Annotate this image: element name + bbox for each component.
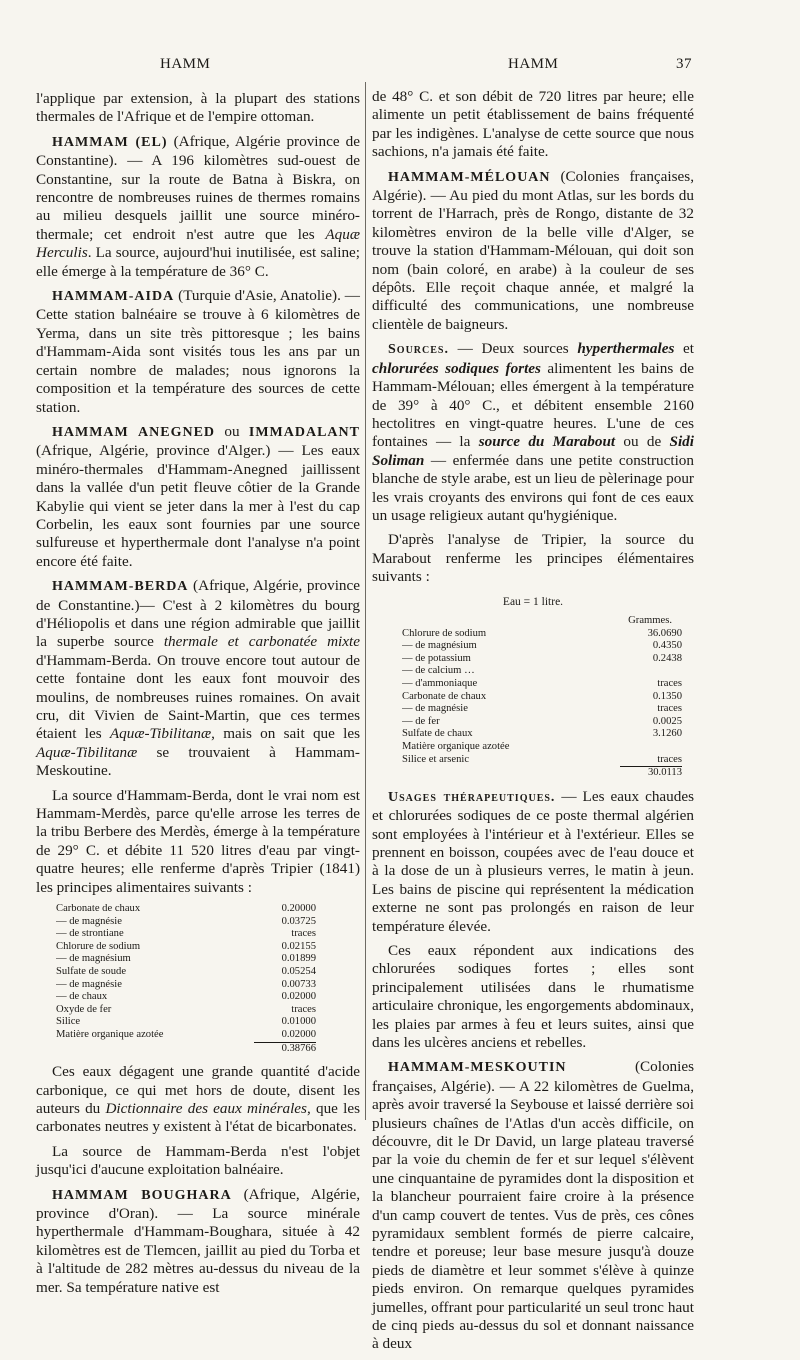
compound-name: — de fer [402,715,440,727]
entry-text: , que les carbonates neutres y existent à l'état de bicarbonates. [36,1100,360,1136]
compound-value: 0.02000 [281,1029,316,1040]
column-divider [365,82,366,1120]
compound-name: Sulfate de chaux [402,728,473,740]
table-row [56,953,316,966]
analysis-table-marabout [402,615,682,780]
italic-term: source du Marabout [478,433,616,451]
compound-value: traces [657,677,682,689]
table-row [402,741,682,754]
compound-name: — de chaux [56,991,108,1003]
compound-name: Carbonate de chaux [402,690,487,702]
entry-continuation: de 48° C. et son débit de 720 litres par heure; elle alimente un petit établissement de bains fréquenté par les indigènes. L'analyse de cette source que nous sachions, n'a jamais été faite. [372,88,694,161]
compound-value: 0.4350 [652,640,682,652]
left-column [36,90,360,1303]
compound-name: Matière organique azotée [402,740,510,752]
running-head-right: HAMM [508,56,559,72]
table-row [56,916,316,929]
italic-term: hyperthermales [577,340,675,358]
table-row [402,691,682,704]
entry-text: (Afrique, Algérie province de Constantine). — A 196 kilomètres sud-ouest de Constantine, sur la route de Batna à Biskra, on rencontre de nombreuses ruines de thermes romains au milieu desquels jaillit une source minéro-thermale; cet endroit n'est autre que les [36,132,360,243]
compound-value: 0.03725 [281,915,316,927]
italic-term: Sidi Soliman [372,433,694,469]
entry-text: (Afrique, Algérie, province de Constantine.)— C'est à 2 kilomètres du bourg d'Héliopolis et dans une région admirable que jaillit la superbe source [36,577,360,651]
table-row [56,991,316,1004]
entry-text: ou de [615,433,670,451]
compound-value: 0.1350 [652,690,682,702]
table-row [402,628,682,641]
compound-value [620,741,682,754]
headword: HAMMAM-BERDA [52,579,189,595]
paragraph: La source d'Hammam-Berda, dont le vrai nom est Hammam-Merdès, parce qu'elle arrose les terres de la tribu Berbere des Merdès, émerge à la température de 29° C. et débite 11 520 litres d'eau par vingt-quatre heures; elle renferme d'après Tripier (1841) les principes alimentaires suivants : [36,786,360,896]
entry-text: (Afrique, Algérie, province d'Alger.) — Les eaux minéro-thermales d'Hammam-Anegned jaillissent dans la vallée d'un petit fleuve côtier de la Grande Kabylie qui vient se jeter dans la mer à l'est du cap Corbelin, les eaux sont fournies par une source sulfureuse et hyperthermale dont l'analyse n'a point encore été faite. [36,442,360,570]
compound-name: Silice [56,1016,81,1028]
compound-value: 3.1260 [652,728,682,740]
italic-term: thermale et carbonatée mixte [163,633,360,651]
table-total-row [402,766,682,780]
entry-text: se trouvaient à Hammam-Meskoutine. [36,743,360,780]
entry-continuation: l'applique par extension, à la plupart des stations thermales de l'Afrique et de l'empire ottoman. [36,90,360,126]
compound-value: 0.05254 [281,966,316,978]
running-head-left: HAMM [160,56,211,72]
entry-hammam-el [36,133,360,281]
compound-value: 0.2438 [652,652,682,664]
compound-name: — de strontiane [56,928,124,940]
table-row [56,941,316,954]
entry-text: — Deux sources [448,340,578,358]
compound-name: — de calcium … [402,665,475,677]
compound-name: — de magnésie [56,915,122,927]
compound-value: 36.0690 [647,627,682,639]
table-row [402,754,682,767]
compound-name: Sulfate de soude [56,966,127,978]
table-caption: Eau = 1 litre. [502,595,564,608]
compound-value: 0.01000 [281,1016,316,1028]
paragraph: D'après l'analyse de Tripier, la source du Marabout renferme les principes élémentaires suivants : [372,531,694,586]
compound-name: Oxyde de fer [56,1003,112,1015]
compound-value: 0.20000 [281,903,316,915]
entry-hammam-berda [36,577,360,780]
compound-value: 0.02155 [281,940,316,952]
table-total: 0.38766 [254,1042,316,1056]
entry-text: (Colonies françaises, Algérie). — A 22 kilomètres de Guelma, après avoir traversé la Seybouse et laissé derrière soi plusieurs chaînes de l'Atlas d'un accès difficile, on découvre, dit le Dr David, un large plateau traversé par la voie du chemin de fer et sur lequel s'élèvent une cinquantaine de pyramides dont la disposition et la blancheur pourraient faire croire à la présence d'un camp couvert de tentes. Vus de près, ces cônes pyramidaux semblent formés de pierre calcaire, tendre et poreuse; leur base mesure jusqu'à douze pieds de diamètre et leur sommet s'élève à quinze pieds environ. On remarque quelques pyramides jumelles, offrant pour particularité un seul tronc haut de cinq pieds au-dessus du sol et donnant naissance à deux [372,1058,694,1353]
table-row [402,640,682,653]
compound-name: Matière organique azotée [56,1029,164,1040]
compound-name: — de magnésium [56,953,131,965]
table-row [402,703,682,716]
table-row [56,979,316,992]
table-row [56,928,316,941]
italic-term: chlorurées sodiques fortes [372,359,541,377]
analysis-table-berda [56,903,316,1055]
table-row [402,716,682,729]
entry-text: alimentent les bains de Hammam-Mélouan; elles émergent à la température de 39° à 40° C., et débitent ensemble 2160 hectolitres en vingt-quatre heures. L'une de ces fontaines — la [372,359,694,451]
compound-value [620,665,682,678]
table-row [56,903,316,916]
compound-name: Carbonate de chaux [56,903,141,915]
compound-value: traces [657,703,682,715]
entry-text: et [674,340,694,358]
compound-value: 0.0025 [652,715,682,727]
compound-name: — de magnésie [402,703,468,715]
table-row [402,665,682,678]
compound-name: — d'ammoniaque [402,677,478,689]
paragraph [36,1063,360,1137]
entry-hammam-melouan [372,168,694,335]
entry-hammam-boughara [36,1186,360,1297]
table-row [56,1029,316,1042]
compound-value: 0.00733 [281,978,316,990]
sources-section [372,340,694,525]
page-number: 37 [676,56,692,72]
entry-hammam-meskoutin [372,1058,694,1354]
table-row [56,1016,316,1029]
paragraph: La source de Hammam-Berda n'est l'objet jusqu'ici d'aucune exploitation balnéaire. [36,1142,360,1179]
entry-text: . La source, aujourd'hui inutilisée, est saline; elle émerge à la température de 36° C. [36,244,360,280]
entry-text: (Afrique, Algérie, province d'Oran). — La source minérale hyperthermale d'Hammam-Boughara, située à 42 kilomètres est de Tlemcen, jaillit au pied du Torba et à l'altitude de 282 mètres au-dessus du niveau de la mer. Sa température native est [36,1185,361,1296]
table-row [402,678,682,691]
table-row [56,966,316,979]
headword: HAMMAM ANEGNED [52,424,216,440]
section-heading: Usages thérapeutiques. [388,789,556,805]
compound-name: Chlorure de sodium [402,627,487,639]
italic-term: Aquæ-Tibilitanæ [36,743,138,761]
compound-name: Silice et arsenic [402,753,470,765]
italic-term: Aquæ-Tibilitanæ [109,725,212,743]
compound-value: traces [657,753,682,765]
usages-section [372,788,694,936]
entry-text: d'Hammam-Berda. On trouve encore tout autour de cette fontaine dont les eaux font mouvoir des moulins, de nombreuses ruines romaines. On avait cru, dit Vivien de Saint-Martin, que ces termes étaient les [36,651,360,743]
entry-text: Ces eaux dégagent une grande quantité d'acide carbonique, ce qui met hors de doute, disent les auteurs du [36,1063,360,1117]
compound-name: — de magnésium [402,640,477,652]
entry-text: — Les eaux chaudes et chlorurées sodiques de ce poste thermal algérien sont employées à l'intérieur et à l'extérieur. Elles se prennent en boisson, coupées avec de l'eau douce et à la dose de un à plusieurs verres, le matin à jeun. Les bains de piscine qui représentent la médication externe ne sont pas prolongés en raison de leur température élevée. [372,787,694,935]
compound-value: traces [291,1003,316,1015]
headword-alt: IMMADALANT [248,424,360,440]
compound-value: traces [291,928,316,940]
right-column [372,88,694,1360]
table-total: 30.0113 [620,766,682,780]
headword: HAMMAM-AIDA [52,289,175,305]
headword: HAMMAM-MESKOUTIN [388,1060,567,1076]
compound-name: — de magnésie [56,978,122,990]
entry-text: , mais on sait que les [211,725,360,743]
italic-term: Aquæ Herculis [36,225,360,262]
entry-hammam-aida [36,287,360,417]
compound-value: 0.01899 [281,953,316,965]
compound-value: 0.02000 [281,991,316,1003]
entry-text: (Turquie d'Asie, Anatolie). — Cette station balnéaire se trouve à 6 kilomètres de Yerma, dans un site très pittoresque ; les bains d'Hammam-Aida sont visités tous les ans par un certain nombre de malades; nous ignorons la composition et la température des sources de cette station. [36,287,360,416]
compound-name: Chlorure de sodium [56,940,141,952]
table-row [56,1004,316,1017]
compound-name: — de potassium [402,652,471,664]
headword: HAMMAM-MÉLOUAN [388,169,551,185]
entry-text: (Colonies françaises, Algérie). — Au pied du mont Atlas, sur les bords du torrent de l'Harrach, près de Rongo, distante de 32 kilomètres environ de la belle ville d'Alger, se trouve la station d'Hammam-Mélouan, qui doit son nom (bain coloré, en arabe) à la couleur de ses dépôts. Elle reçoit chaque année, et malgré la difficulté des communications, une nombreuse clientèle de baigneurs. [372,167,694,333]
italic-term: Dictionnaire des eaux minérales [105,1100,307,1117]
section-heading: Sources. [388,342,449,358]
table-row [402,728,682,741]
headword: HAMMAM (EL) [52,134,168,150]
table-unit: Grammes. [628,614,672,626]
entry-text: — enfermée dans une petite construction blanche de style arabe, est un lieu de pèlerinage pour les vrais croyants des environs qui font de ces eaux un usage religieux autant qu'hygiénique. [372,451,694,524]
table-row [402,653,682,666]
entry-hammam-anegned [36,423,360,571]
table-total-row [56,1042,316,1056]
entry-text: ou [215,422,249,440]
paragraph: Ces eaux répondent aux indications des chlorurées sodiques fortes ; elles sont principalement utilisées dans le rhumatisme articulaire chronique, les engorgements abdominaux, les plaies par armes à feu et leurs suites, ainsi que dans les ulcères anciens et rebelles. [372,941,694,1051]
headword: HAMMAM BOUGHARA [52,1187,232,1203]
